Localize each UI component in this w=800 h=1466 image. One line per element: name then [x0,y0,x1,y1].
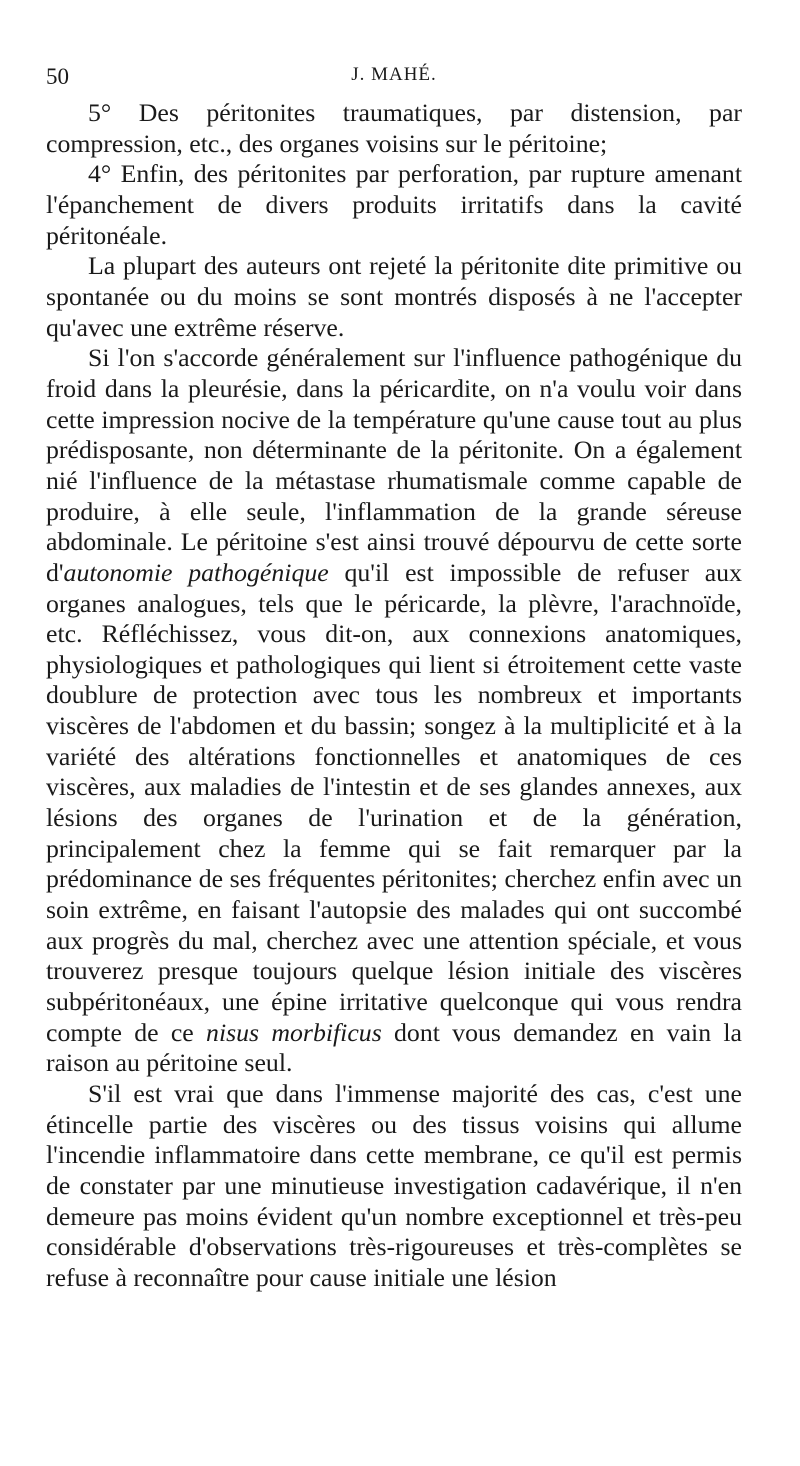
page-number: 50 [46,64,69,89]
text-run: Si l'on s'accorde généralement sur l'influence pathogénique du froid dans la pleurésie, dans la péricardite, on n'a voulu voir dans cette impression nocive de la température qu'une cause tout au plus prédisposante, non déterminante de la péritonite. On a également nié l'influence de la métastase rhumatismale comme capable de produire, à elle seule, l'inflammation de la grande séreuse abdominale. Le péritoine s'est ainsi trouvé dépourvu de cette sorte d' [46,343,742,587]
body-text [46,98,742,1294]
paragraph [46,159,742,251]
text-run: dont vous demandez en vain la raison au péritoine seul. [46,1017,742,1078]
paragraph [46,98,742,159]
text-run: qu'il est impossible de refuser aux organes analogues, tels que le péricarde, la plèvre, l'arachnoïde, etc. Réfléchissez, vous dit-on, aux connexions anatomiques, physiologiques et pathologiques qui lient si étroitement cette vaste doublure de protection avec tous les nombreux et importants viscères de l'abdomen et du bassin; songez à la multiplicité et à la variété des altérations fonctionnelles et anatomiques de ces viscères, aux maladies de l'intestin et de ses glandes annexes, aux lésions des organes de l'urination et de la génération, principalement chez la femme qui se fait remarquer par la prédominance de ses fréquentes péritonites; cherchez enfin avec un soin extrême, en faisant l'autopsie des malades qui ont succombé aux progrès du mal, cherchez avec une attention spéciale, et vous trouverez presque toujours quelque lésion initiale des viscères subpéritonéaux, une épine irritative quelconque qui vous rendra compte de ce [46,557,742,1047]
running-head: J. MAHÉ. [351,64,437,85]
paragraph [46,343,742,1079]
italic-phrase: nisus morbificus [206,1017,382,1047]
page-header [46,58,742,98]
text-run: 4° Enfin, des péritonites par perforation, par rupture amenant l'épanchement de divers produits irritatifs dans la cavité péritonéale. [46,159,742,250]
italic-phrase: autonomie pathogénique [63,557,329,587]
paragraph [46,251,742,343]
paragraph [46,1079,742,1294]
text-run: La plupart des auteurs ont rejeté la péritonite dite primitive ou spontanée ou du moins se sont montrés disposés à ne l'accepter qu'avec une extrême réserve. [46,251,742,342]
book-page [46,58,742,1294]
text-run: S'il est vrai que dans l'immense majorité des cas, c'est une étincelle partie des viscères ou des tissus voisins qui allume l'incendie inflammatoire dans cette membrane, ce qu'il est permis de constater par une minutieuse investigation cadavérique, il n'en demeure pas moins évident qu'un nombre exceptionnel et très-peu considérable d'observations très-rigoureuses et très-complètes se refuse à reconnaître pour cause initiale une lésion [46,1079,742,1292]
text-run: 5° Des péritonites traumatiques, par distension, par compression, etc., des organes voisins sur le péritoine; [46,98,742,158]
